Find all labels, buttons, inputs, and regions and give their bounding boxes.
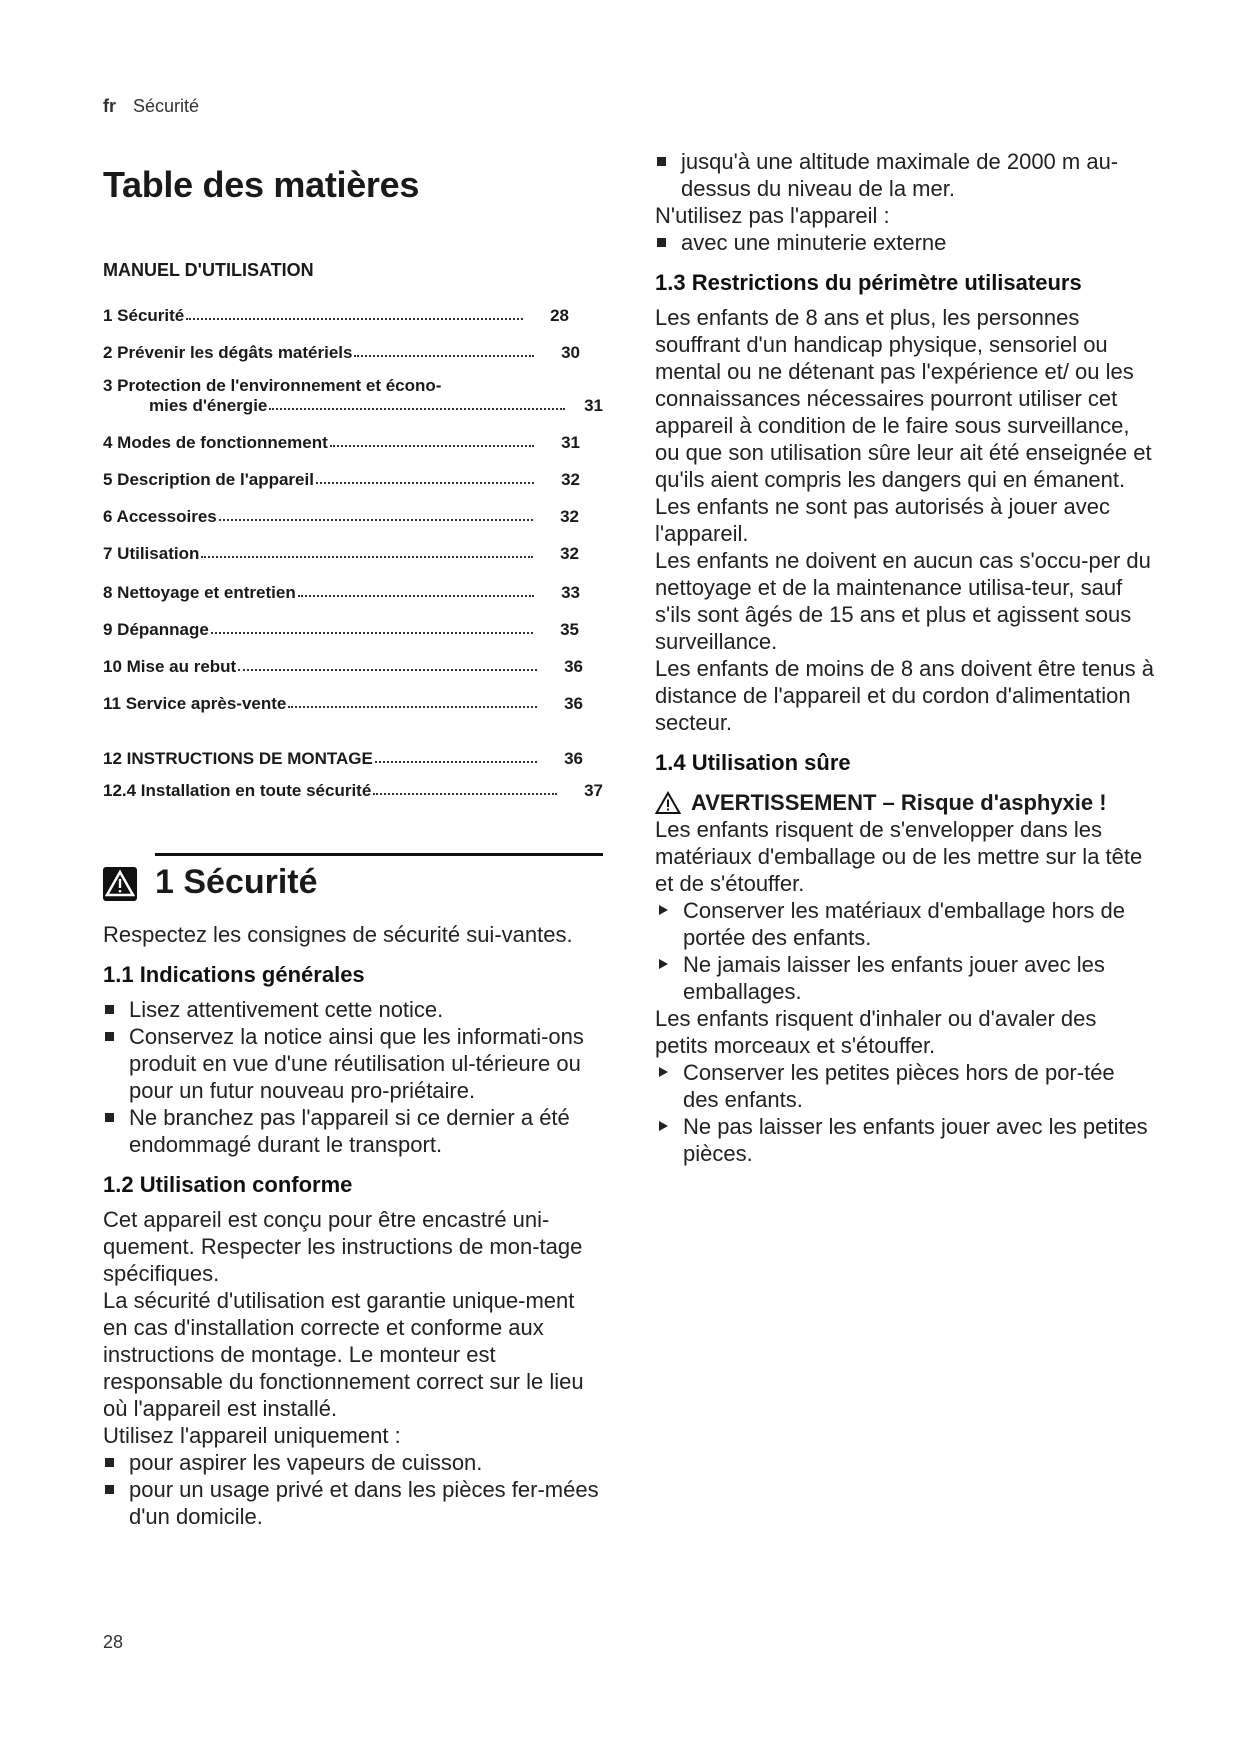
section-1-4-title: 1.4 Utilisation sûre (655, 750, 851, 775)
toc-entry-page: 36 (564, 749, 583, 768)
toc-entry-page: 35 (560, 620, 579, 639)
toc-entry-page: 31 (561, 433, 580, 452)
chapter-title: 1 Sécurité (155, 863, 318, 901)
toc-entry-title: 4 Modes de fonctionnement (103, 433, 328, 452)
dot-leader (316, 482, 534, 484)
dot-leader (186, 318, 523, 320)
general-instructions-list (103, 996, 603, 1158)
toc-entry-title: 9 Dépannage (103, 620, 209, 639)
list-item: Lisez attentivement cette notice. (103, 996, 603, 1023)
dot-leader (211, 632, 533, 634)
toc-entry-page: 28 (550, 306, 569, 325)
list-item: pour aspirer les vapeurs de cuisson. (103, 1449, 603, 1476)
right-column (655, 149, 1155, 1167)
toc-entry-title: 1 Sécurité (103, 306, 185, 325)
section-1-1-title: 1.1 Indications générales (103, 962, 365, 987)
page-number: 28 (103, 1632, 124, 1652)
toc-entry-page: 33 (561, 583, 580, 602)
paragraph: Les enfants risquent de s'envelopper dans les matériaux d'emballage ou de les mettre sur la tête et de s'étouffer. (655, 817, 1143, 896)
toc-entry[interactable] (103, 326, 580, 363)
toc-entry-title: 7 Utilisation (103, 544, 200, 563)
paragraph: Les enfants de moins de 8 ans doivent être tenus à distance de l'appareil et du cordon d'alimentation secteur. (655, 656, 1154, 735)
chapter-intro (103, 921, 603, 948)
intended-use-list-continued (655, 148, 1155, 202)
toc-entry-page: 37 (584, 781, 603, 800)
list-item: pour un usage privé et dans les pièces fer-mées d'un domicile. (103, 1476, 603, 1530)
toc-entry[interactable] (103, 640, 583, 677)
toc-entry-page: 36 (564, 694, 583, 713)
paragraph: Les enfants ne sont pas autorisés à jouer avec l'appareil. (655, 494, 1110, 546)
dot-leader (219, 519, 533, 521)
warning-heading (655, 790, 1155, 816)
section-1-2-continued (655, 148, 1155, 256)
list-item: Ne branchez pas l'appareil si ce dernier a été endommagé durant le transport. (103, 1104, 603, 1158)
chapter-heading (103, 853, 603, 909)
toc-entry[interactable] (103, 490, 579, 527)
dot-leader (330, 445, 534, 447)
paragraph: Cet appareil est conçu pour être encastré uni-quement. Respecter les instructions de mon-tage spécifiques. (103, 1207, 583, 1286)
toc-entry[interactable] (103, 564, 580, 603)
paragraph: Les enfants de 8 ans et plus, les personnes souffrant d'un handicap physique, sensoriel ou mental ou ne détenant pas l'expérience et/ ou les connaissances nécessaires pourront utiliser cet appareil à condition de le faire sous surveillance, ou que son utilisation sûre leur ait été enseignée et qu'ils aient compris les dangers qui en émanent. (655, 305, 1152, 492)
toc-entry[interactable] (103, 416, 580, 453)
paragraph: N'utilisez pas l'appareil : (655, 203, 890, 228)
dot-leader (238, 669, 537, 671)
toc-entry-page: 30 (561, 343, 580, 362)
toc-entry-page: 32 (560, 507, 579, 526)
toc-entry[interactable] (103, 527, 579, 564)
section-name: Sécurité (133, 96, 200, 116)
toc-entry-page: 32 (560, 544, 579, 563)
toc-entry-title-line1: 3 Protection de l'environnement et écono- (103, 376, 442, 395)
toc-title: Table des matières (103, 164, 420, 205)
paragraph: Utilisez l'appareil uniquement : (103, 1423, 401, 1448)
list-item: jusqu'à une altitude maximale de 2000 m au-dessus du niveau de la mer. (655, 148, 1155, 202)
toc-entry-page: 36 (564, 657, 583, 676)
dot-leader (375, 761, 537, 763)
intended-use-list (103, 1449, 603, 1530)
toc-entry-title-line2: mies d'énergie (149, 396, 268, 415)
toc-entry-title: 12.4 Installation en toute sécurité (103, 781, 372, 800)
section-1-3-body (655, 304, 1155, 736)
toc-list (103, 289, 603, 801)
toc-entry[interactable] (103, 453, 580, 490)
intro-text: Respectez les consignes de sécurité sui-vantes. (103, 922, 573, 947)
toc-entry-page: 31 (584, 396, 603, 415)
left-column (103, 160, 603, 1530)
list-item: Ne jamais laisser les enfants jouer avec les emballages. (655, 951, 1155, 1005)
running-header (103, 96, 199, 117)
toc-entry[interactable] (103, 769, 603, 801)
prohibited-use-list (655, 229, 1155, 256)
dot-leader (298, 595, 534, 597)
list-item: Ne pas laisser les enfants jouer avec les petites pièces. (655, 1113, 1155, 1167)
toc-section-heading: MANUEL D'UTILISATION (103, 260, 314, 280)
warning-icon (103, 867, 137, 901)
section-1-2-body (103, 1206, 603, 1530)
chapter-rule (155, 853, 603, 856)
list-item: avec une minuterie externe (655, 229, 1155, 256)
dot-leader (288, 706, 537, 708)
toc-entry-title: 6 Accessoires (103, 507, 217, 526)
list-item: Conservez la notice ainsi que les informati-ons produit en vue d'une réutilisation ul-térieure ou pour un futur nouveau pro-priétaire. (103, 1023, 603, 1104)
dot-leader (373, 793, 557, 795)
toc-entry[interactable] (103, 289, 569, 326)
toc-entry-title: 5 Description de l'appareil (103, 470, 314, 489)
toc-entry-title: 2 Prévenir les dégâts matériels (103, 343, 353, 362)
toc-entry[interactable] (103, 734, 583, 769)
toc-entry-title: 12 INSTRUCTIONS DE MONTAGE (103, 749, 373, 768)
toc-gap (103, 714, 603, 734)
toc-entry-title: 8 Nettoyage et entretien (103, 583, 296, 602)
language-code: fr (103, 96, 116, 116)
toc-entry-title: 10 Mise au rebut (103, 657, 237, 676)
toc-entry-page: 32 (561, 470, 580, 489)
warning-text: AVERTISSEMENT – Risque d'asphyxie ! (691, 790, 1107, 815)
dot-leader (201, 556, 533, 558)
toc-entry[interactable] (103, 677, 583, 714)
packaging-actions-list (655, 897, 1155, 1005)
section-1-3-title: 1.3 Restrictions du périmètre utilisateurs (655, 270, 1082, 295)
list-item: Conserver les matériaux d'emballage hors de portée des enfants. (655, 897, 1155, 951)
paragraph: Les enfants risquent d'inhaler ou d'avaler des petits morceaux et s'étouffer. (655, 1006, 1097, 1058)
section-1-2-title: 1.2 Utilisation conforme (103, 1172, 353, 1197)
warning-triangle-icon (655, 791, 681, 815)
paragraph: La sécurité d'utilisation est garantie unique-ment en cas d'installation correcte et conforme aux instructions de montage. Le monteur est responsable du fonctionnement correct sur le lieu où l'appareil est installé. (103, 1288, 584, 1421)
toc-entry-title: 11 Service après-vente (103, 694, 287, 713)
dot-leader (269, 408, 565, 410)
small-parts-actions-list (655, 1059, 1155, 1167)
paragraph: Les enfants ne doivent en aucun cas s'occu-per du nettoyage et de la maintenance utilisa-teur, sauf s'ils sont âgés de 15 ans et plus et agissent sous surveillance. (655, 548, 1151, 654)
section-1-4-body (655, 816, 1155, 1167)
list-item: Conserver les petites pièces hors de por-tée des enfants. (655, 1059, 1155, 1113)
dot-leader (354, 355, 534, 357)
toc-entry[interactable] (103, 603, 579, 640)
toc-entry[interactable] (103, 376, 603, 416)
